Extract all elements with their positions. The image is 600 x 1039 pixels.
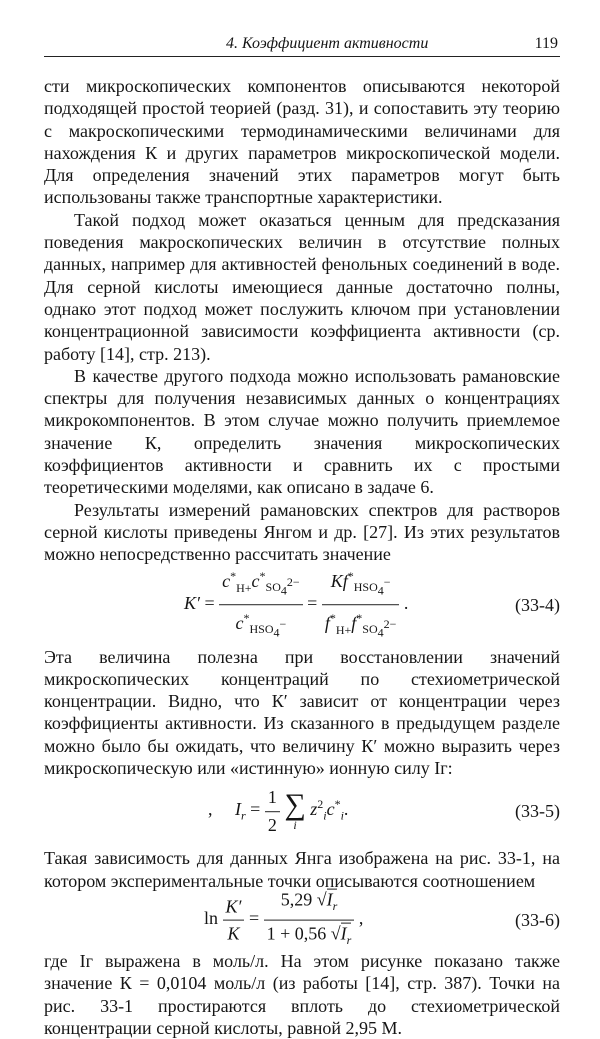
equation-33-5 [44,781,560,841]
equation-33-4 [44,570,560,640]
paragraph-4: Результаты измерений рамановских спектров для растворов серной кислоты приведены Янгом и др. [27]. Из этих результатов можно непосредственно рассчитать значение [44,499,560,565]
equation-33-6-label: (33-6) [515,909,560,930]
eq3-coefficient-denominator: 1 + 0,56 [266,923,327,944]
equation-33-6-body: ln $\frac{K'}{K}$ = $\frac{5,29 √I_r}{1 + 0,56 √I_r}$ , [204,889,364,947]
paragraph-3: В качестве другого подхода можно использовать рамановские спектры для получения независимых данных о концентрациях микрокомпонентов. В этом случае можно получить приемлемое значение К, определить значения микроскопических коэффициентов активности и сравнить их с простыми теоретическими моделями, как описано в задаче 6. [44,365,560,498]
equation-33-5-label: (33-5) [515,801,560,822]
paragraph-5: Эта величина полезна при восстановлении значений микроскопических концентраций по стехиометрической концентрации. Видно, что К′ зависит от концентрации через коэффициенты активности. Из сказанного в предыдущем разделе можно было бы ожидать, что величину К′ можно выразить через микроскопическую или «истинную» ионную силу Iг: [44,646,560,779]
paragraph-2: Такой подход может оказаться ценным для предсказания поведения макроскопических величин в отсутствие полных данных, например для активностей фенольных соединений в воде. Для серной кислоты имеющиеся данные достаточно полны, однако этот подход может послужить ключом при установлении концентрационной зависимости коэффициента активности (ср. работу [14], стр. 213). [44,209,560,364]
equation-33-4-label: (33-4) [515,594,560,615]
equation-33-5-body: , $I_r$ = $\frac{1}{2}$ ∑ i $z^2_ic^*_i$. [208,787,349,835]
paragraph-7: где Iг выражена в моль/л. На этом рисунке показано также значение К = 0,0104 моль/л (из работы [14], стр. 387). Точки на рис. 33-1 простираются вплоть до стехиометрической концентрации серной кислоты, равной 2,95 М. [44,950,560,1038]
paragraph-6: Такая зависимость для данных Янга изображена на рис. 33-1, на котором экспериментальные точки описываются соотношением [44,848,560,891]
body-text [44,75,560,1039]
chapter-title: 4. Коэффициент активности [226,35,429,52]
page-number: 119 [534,35,558,52]
running-head [44,30,560,57]
equation-33-6 [44,889,560,947]
equation-33-4-body: K′ = $\frac{c^*_{H+}c^*_{SO_4^{2-}}}{c^*_{HSO_4^-}}$ = $\frac{Kf^*_{HSO_4^-}}{f^*_{H+}f^*_{SO_4^{2-}}}$ . [184,565,408,645]
paragraph-1: сти микроскопических компонентов описываются некоторой подходящей простой теорией (разд. 31), и сопоставить эту теорию с макроскопическими термодинамическими величинами для нахождения К и других параметров микроскопической модели. Для определения значений этих параметров могут быть использованы также транспортные характеристики. [44,76,560,208]
eq3-coefficient-numerator: 5,29 [280,889,313,910]
